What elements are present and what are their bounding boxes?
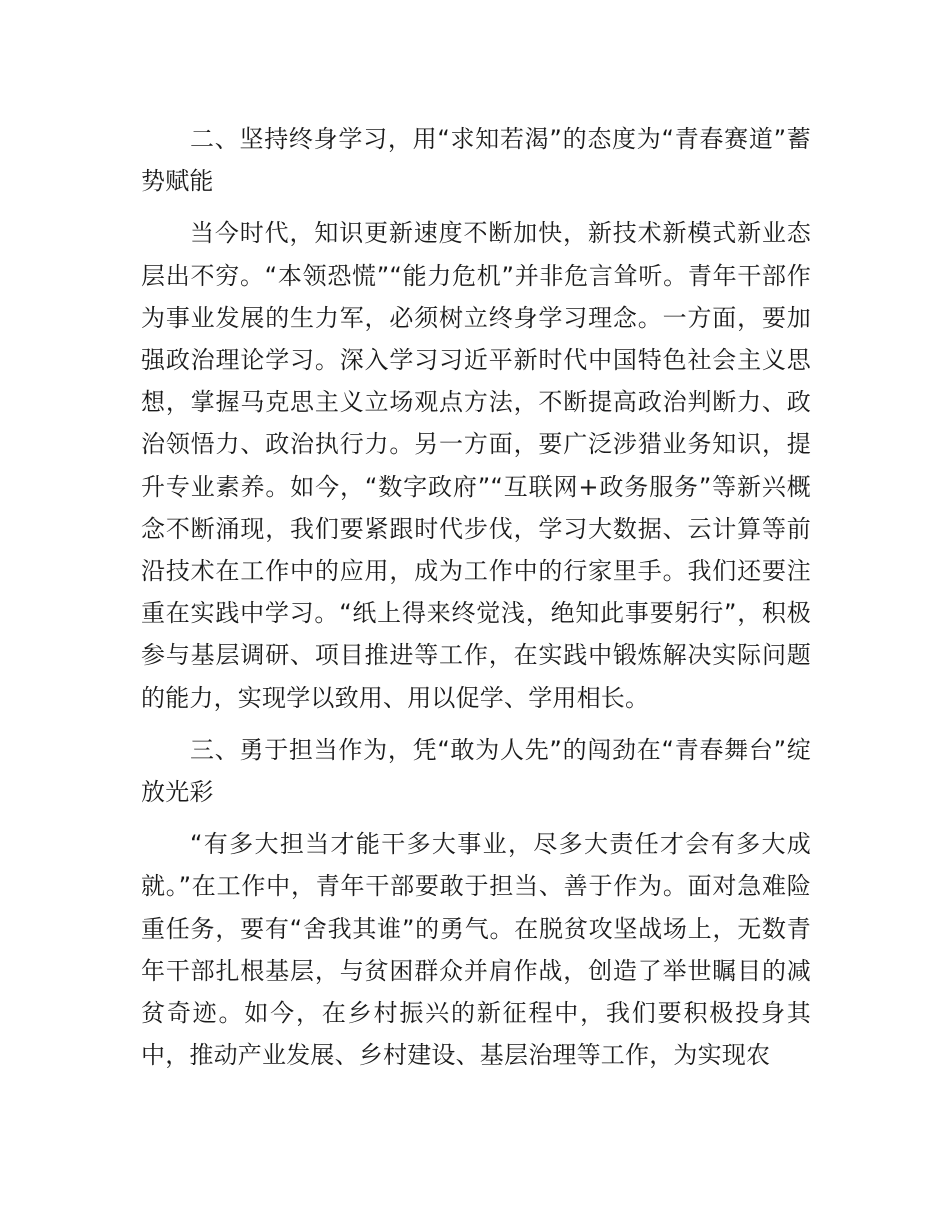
body-paragraph-2: “有多大担当才能干多大事业，尽多大责任才会有多大成就。”在工作中，青年干部要敢于担当、善于作为。面对急难险重任务，要有“舍我其谁”的勇气。在脱贫攻坚战场上，无数青年干部扎根基层，与贫困群众并肩作战，创造了举世瞩目的减贫奇迹。如今，在乡村振兴的新征程中，我们要积极投身其中，推动产业发展、乡村建设、基层治理等工作，为实现农 bbox=[141, 830, 811, 1070]
document-page bbox=[141, 118, 811, 1086]
body-paragraph-1: 当今时代，知识更新速度不断加快，新技术新模式新业态层出不穷。“本领恐慌”“能力危机”并非危言耸听。青年干部作为事业发展的生力军，必须树立终身学习理念。一方面，要加强政治理论学习。深入学习习近平新时代中国特色社会主义思想，掌握马克思主义立场观点方法，不断提高政治判断力、政治领悟力、政治执行力。另一方面，要广泛涉猎业务知识，提升专业素养。如今，“数字政府”“互联网+政务服务”等新兴概念不断涌现，我们要紧跟时代步伐，学习大数据、云计算等前沿技术在工作中的应用，成为工作中的行家里手。我们还要注重在实践中学习。“纸上得来终觉浅，绝知此事要躬行”，积极参与基层调研、项目推进等工作，在实践中锻炼解决实际问题的能力，实现学以致用、用以促学、学用相长。 bbox=[141, 219, 811, 712]
section-heading-3: 三、勇于担当作为，凭“敢为人先”的闯劲在“青春舞台”绽放光彩 bbox=[141, 735, 811, 807]
section-heading-2: 二、坚持终身学习，用“求知若渴”的态度为“青春赛道”蓄势赋能 bbox=[141, 125, 811, 196]
